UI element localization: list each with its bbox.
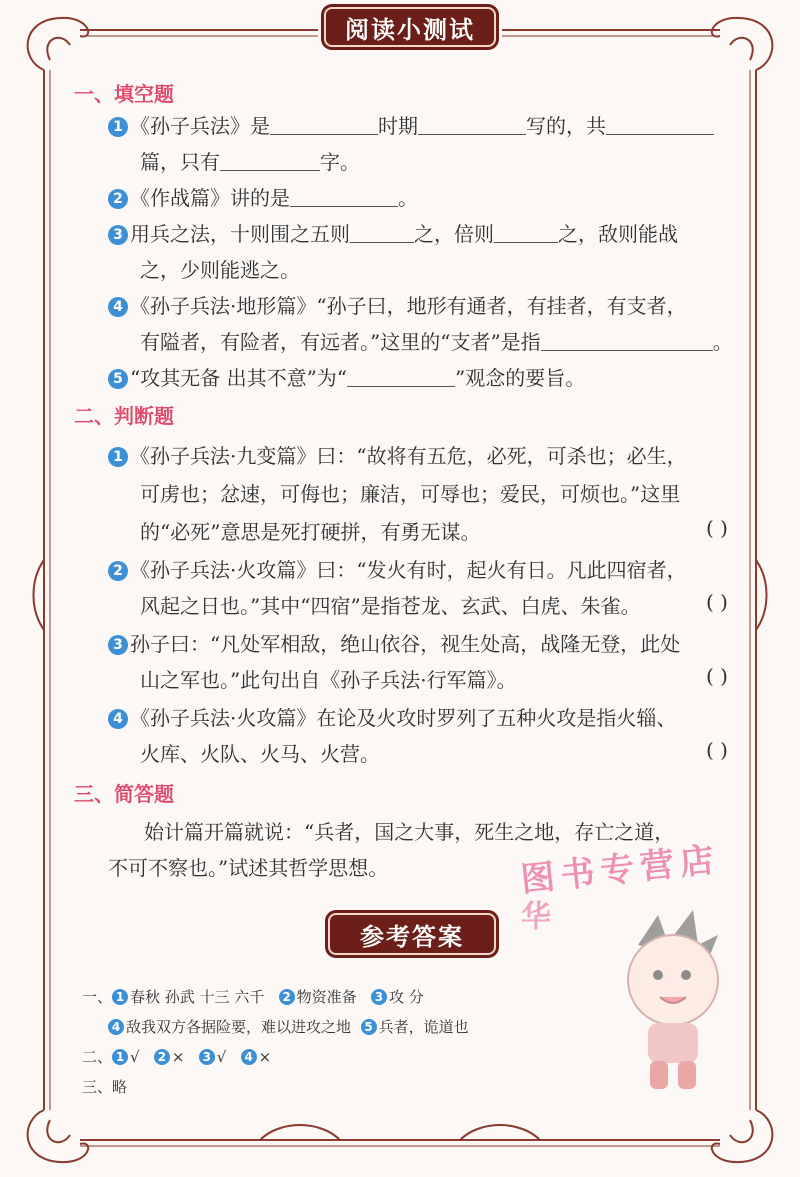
answer-blank (350, 224, 414, 243)
answer-blank (220, 152, 320, 171)
judge-question-1 (108, 440, 687, 469)
text: 《孙子兵法》是 (130, 114, 270, 138)
section-short-title: 三、简答题 (74, 782, 174, 806)
answer-line-2 (108, 1016, 469, 1037)
answer-blank (347, 368, 455, 387)
text: 敌我双方各据险要，难以进攻之地 (126, 1018, 352, 1036)
judge-question-1-cont2 (140, 516, 480, 545)
text: 可虏也；忿速，可侮也；廉洁，可辱也；爱民，可烦也。”这里 (140, 482, 681, 506)
fill-question-1-cont (140, 146, 360, 175)
answer-line-1 (82, 986, 424, 1007)
text: 的“必死”意思是死打硬拼，有勇无谋。 (140, 520, 481, 544)
number-badge: 1 (108, 117, 128, 137)
fill-question-4-cont (140, 326, 733, 355)
answers-title: 参考答案 (328, 913, 496, 955)
short-question-line-1: 始计篇开篇就说：“兵者，国之大事，死生之地，存亡之道， (144, 820, 675, 844)
text: 用兵之法，十则围之五则 (130, 222, 350, 246)
answer-blank (541, 332, 713, 351)
text: 二、 (82, 1048, 113, 1066)
judge-question-3 (108, 628, 680, 657)
fill-question-2 (108, 182, 418, 211)
text: 兵者，诡道也 (378, 1018, 469, 1036)
answer-parentheses: ( ) (706, 590, 728, 614)
number-badge: 3 (371, 989, 387, 1005)
watermark-text-vertical: 华 (515, 900, 550, 930)
number-badge: 5 (108, 369, 128, 389)
text: 。 (398, 186, 418, 210)
watermark-text: 图书专营店 (518, 839, 722, 901)
text: 《孙子兵法·地形篇》“孙子曰，地形有通者，有挂者，有支者， (130, 294, 687, 318)
text: 攻 分 (388, 988, 424, 1006)
number-badge: 2 (279, 989, 295, 1005)
answer-blank (606, 116, 714, 135)
text: 风起之日也。”其中“四宿”是指苍龙、玄武、白虎、朱雀。 (140, 594, 641, 618)
fill-question-4 (108, 290, 687, 319)
fill-question-3 (108, 218, 678, 247)
number-badge: 4 (108, 297, 128, 317)
number-badge: 1 (112, 989, 128, 1005)
fill-question-1 (108, 110, 714, 139)
mascot-illustration (598, 905, 748, 1095)
answer-blank (494, 224, 558, 243)
text: 时期 (378, 114, 418, 138)
text: ”观念的要旨。 (455, 366, 586, 390)
quiz-title: 阅读小测试 (324, 7, 496, 47)
answer-blank (270, 116, 378, 135)
text: 《孙子兵法·火攻篇》曰：“发火有时，起火有日。凡此四宿者， (130, 558, 687, 582)
text: 之，敌则能战 (558, 222, 678, 246)
number-badge: 3 (199, 1049, 215, 1065)
text: 《孙子兵法·火攻篇》在论及火攻时罗列了五种火攻是指火辎、 (130, 706, 677, 730)
section-fill-title: 一、填空题 (74, 82, 174, 106)
answer-parentheses: ( ) (706, 516, 728, 540)
number-badge: 1 (112, 1049, 128, 1065)
fill-question-5 (108, 362, 585, 391)
answer-parentheses: ( ) (706, 664, 728, 688)
number-badge: 2 (108, 561, 128, 581)
answer-blank (290, 188, 398, 207)
text: 春秋 孙武 十三 六千 (130, 988, 265, 1006)
text: 篇，只有 (140, 150, 220, 174)
judge-question-1-cont (140, 478, 680, 507)
text: 有隘者，有险者，有远者。”这里的“支者”是指 (140, 330, 541, 354)
number-badge: 3 (108, 225, 128, 245)
text: “攻其无备 出其不意”为“ (130, 366, 348, 390)
text: 物资准备 (296, 988, 357, 1006)
number-badge: 2 (154, 1049, 170, 1065)
answer-line-3 (82, 1046, 271, 1067)
number-badge: 5 (361, 1019, 377, 1035)
text: 之，倍则 (414, 222, 494, 246)
text: 写的，共 (526, 114, 606, 138)
text: 。 (712, 330, 733, 354)
text: 《孙子兵法·九变篇》曰：“故将有五危，必死，可杀也；必生， (130, 444, 687, 468)
text: × (258, 1048, 272, 1066)
text: 之，少则能逃之。 (140, 258, 300, 282)
text: 火库、火队、火马、火营。 (140, 742, 380, 766)
number-badge: 3 (108, 635, 128, 655)
text: × (171, 1048, 185, 1066)
number-badge: 4 (108, 1019, 124, 1035)
section-judge-title: 二、判断题 (74, 404, 174, 428)
number-badge: 4 (108, 709, 128, 729)
text: 字。 (320, 150, 360, 174)
fill-question-3-cont (140, 254, 300, 283)
text: √ (130, 1048, 140, 1066)
judge-question-4 (108, 702, 676, 731)
text: √ (216, 1048, 227, 1066)
answer-blank (418, 116, 526, 135)
judge-question-3-cont (140, 664, 517, 693)
answer-parentheses: ( ) (706, 738, 728, 762)
number-badge: 2 (108, 189, 128, 209)
short-question-line-2: 不可不察也。”试述其哲学思想。 (108, 856, 389, 880)
answer-line-4: 三、略 (82, 1078, 128, 1096)
text: 山之军也。”此句出自《孙子兵法·行军篇》。 (140, 668, 517, 692)
number-badge: 1 (108, 447, 128, 467)
judge-question-2-cont (140, 590, 641, 619)
text: 《作战篇》讲的是 (130, 186, 290, 210)
judge-question-2 (108, 554, 687, 583)
text: 一、 (82, 988, 113, 1006)
text: 孙子曰：“凡处军相敌，绝山依谷，视生处高，战隆无登，此处 (130, 632, 681, 656)
judge-question-4-cont (140, 738, 380, 767)
number-badge: 4 (241, 1049, 257, 1065)
